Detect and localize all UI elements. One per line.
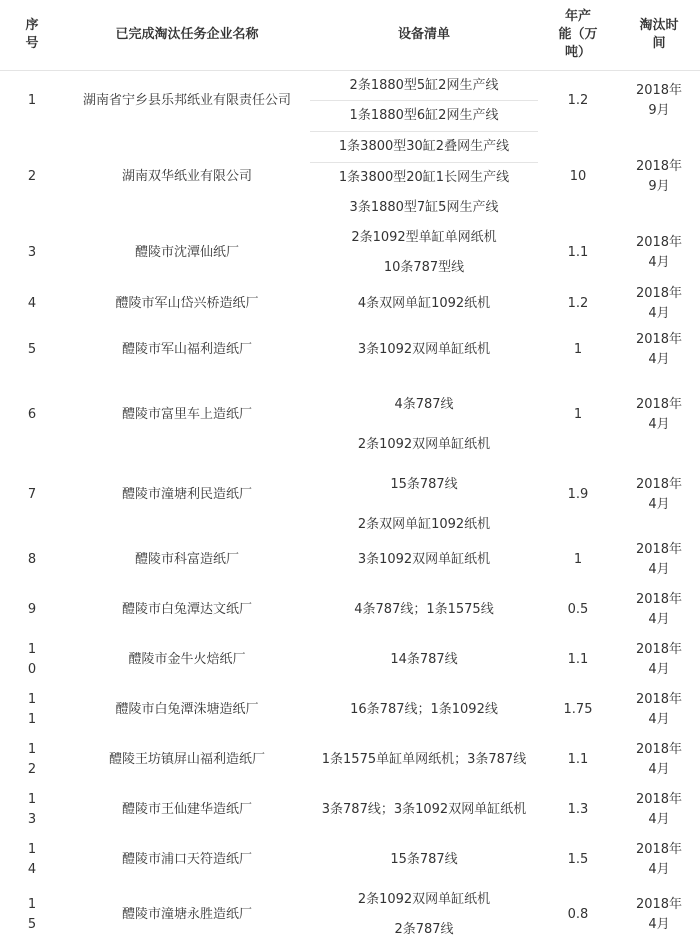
elimination-time-part: 2018年 bbox=[635, 791, 683, 807]
row-index bbox=[0, 585, 64, 635]
row-index bbox=[0, 223, 64, 283]
equipment-item: 3条1092双网单缸纸机 bbox=[357, 341, 491, 357]
company-name: 醴陵市王仙建华造纸厂 bbox=[121, 801, 252, 817]
row-index bbox=[0, 455, 64, 535]
equipment-item: 2条1092型单缸单网纸机 bbox=[351, 230, 497, 245]
elimination-time bbox=[618, 535, 700, 585]
header-company-name: 已完成淘汰任务企业名称 bbox=[64, 0, 310, 71]
row-index-digit: 8 bbox=[27, 551, 37, 567]
capacity-value: 1.3 bbox=[567, 801, 589, 817]
header-capacity: 年产 能（万 吨） bbox=[538, 0, 618, 71]
row-index-digit: 1 bbox=[27, 897, 37, 912]
elimination-time-part: 2018年 bbox=[635, 285, 683, 301]
elimination-time-part: 4月 bbox=[648, 917, 670, 932]
table-row bbox=[0, 585, 700, 635]
elimination-time bbox=[618, 885, 700, 946]
row-index-digit: 9 bbox=[27, 601, 37, 617]
equipment-item: 4条787线 bbox=[394, 396, 454, 412]
elimination-time bbox=[618, 283, 700, 325]
company-name: 湖南双华纸业有限公司 bbox=[121, 169, 252, 184]
elimination-time-part: 4月 bbox=[648, 351, 670, 367]
capacity-value: 1.1 bbox=[567, 751, 589, 767]
equipment-item: 1条1575单缸单网纸机；3条787线 bbox=[321, 751, 527, 767]
table-row bbox=[0, 535, 700, 585]
elimination-time-part: 2018年 bbox=[635, 897, 683, 912]
elimination-time-part: 4月 bbox=[648, 611, 670, 627]
table-row bbox=[0, 223, 700, 254]
capacity-value: 1.2 bbox=[567, 93, 589, 109]
row-index bbox=[0, 132, 64, 223]
equipment-item: 3条787线；3条1092双网单缸纸机 bbox=[321, 801, 527, 817]
company-name: 醴陵市富里车上造纸厂 bbox=[121, 406, 252, 422]
elimination-time bbox=[618, 635, 700, 685]
table-row bbox=[0, 325, 700, 375]
row-index bbox=[0, 685, 64, 735]
elimination-time-part: 2018年 bbox=[635, 83, 683, 99]
elimination-time-part: 2018年 bbox=[635, 234, 683, 250]
capacity-value: 1.1 bbox=[567, 244, 589, 260]
table-row bbox=[0, 835, 700, 885]
elimination-time-part: 4月 bbox=[648, 661, 670, 677]
row-index bbox=[0, 283, 64, 325]
elimination-time-part: 4月 bbox=[648, 711, 670, 727]
table-row bbox=[0, 885, 700, 915]
row-index bbox=[0, 785, 64, 835]
row-index-digit: 1 bbox=[27, 741, 37, 757]
equipment-item: 15条787线 bbox=[390, 851, 458, 867]
elimination-time-part: 4月 bbox=[648, 254, 670, 270]
capacity-value: 1.5 bbox=[567, 851, 589, 867]
equipment-item: 15条787线 bbox=[390, 476, 458, 492]
header-equipment: 设备清单 bbox=[310, 0, 538, 71]
company-name: 湖南省宁乡县乐邦纸业有限责任公司 bbox=[82, 93, 291, 109]
capacity-value: 10 bbox=[569, 169, 587, 184]
capacity-value: 1 bbox=[573, 406, 583, 422]
row-index-digit: 2 bbox=[27, 761, 37, 777]
row-index bbox=[0, 835, 64, 885]
elimination-time-part: 4月 bbox=[648, 861, 670, 877]
equipment-item: 14条787线 bbox=[390, 651, 458, 667]
elimination-time bbox=[618, 375, 700, 455]
header-index: 序 号 bbox=[0, 0, 64, 71]
company-name: 醴陵市军山福利造纸厂 bbox=[121, 341, 252, 357]
row-index-digit: 7 bbox=[27, 486, 37, 502]
equipment-item: 3条1092双网单缸纸机 bbox=[357, 551, 491, 567]
elimination-time-part: 2018年 bbox=[635, 591, 683, 607]
elimination-time-part: 4月 bbox=[648, 416, 670, 432]
row-index-digit: 3 bbox=[27, 244, 37, 260]
table-body bbox=[0, 71, 700, 946]
elimination-time-part: 9月 bbox=[648, 103, 670, 119]
company-name: 醴陵市白兔潭洙塘造纸厂 bbox=[115, 701, 259, 717]
equipment-item: 4条787线；1条1575线 bbox=[354, 601, 494, 617]
company-name: 醴陵市白兔潭达文纸厂 bbox=[121, 601, 252, 617]
elimination-time-part: 2018年 bbox=[635, 741, 683, 757]
table-row bbox=[0, 71, 700, 101]
row-index-digit: 5 bbox=[27, 341, 37, 357]
row-index-digit: 1 bbox=[27, 791, 37, 807]
capacity-value: 1 bbox=[573, 341, 583, 357]
elimination-time bbox=[618, 223, 700, 283]
equipment-item: 1条3800型30缸2叠网生产线 bbox=[310, 132, 538, 163]
elimination-time-part: 2018年 bbox=[635, 691, 683, 707]
elimination-time-part: 4月 bbox=[648, 811, 670, 827]
company-name: 醴陵市沈潭仙纸厂 bbox=[134, 244, 239, 260]
equipment-item: 3条1880型7缸5网生产线 bbox=[349, 200, 499, 215]
equipment-item: 16条787线；1条1092线 bbox=[350, 701, 498, 717]
row-index-digit: 1 bbox=[27, 711, 37, 727]
row-index-digit: 5 bbox=[27, 917, 37, 932]
table-row bbox=[0, 735, 700, 785]
capacity-value: 1.75 bbox=[563, 701, 593, 717]
header-time: 淘汰时 间 bbox=[618, 0, 700, 71]
row-index-digit: 1 bbox=[27, 691, 37, 707]
row-index bbox=[0, 375, 64, 455]
row-index bbox=[0, 735, 64, 785]
elimination-time bbox=[618, 71, 700, 132]
equipment-item: 2条1880型5缸2网生产线 bbox=[310, 71, 538, 101]
elimination-time-part: 2018年 bbox=[635, 159, 683, 174]
capacity-value: 0.5 bbox=[567, 601, 589, 617]
company-name: 醴陵市军山岱兴桥造纸厂 bbox=[115, 295, 259, 311]
elimination-time-part: 2018年 bbox=[635, 396, 683, 412]
table-row bbox=[0, 375, 700, 435]
capacity-value: 1.2 bbox=[567, 295, 589, 311]
equipment-item: 1条1880型6缸2网生产线 bbox=[310, 101, 538, 132]
equipment-item: 2条1092双网单缸纸机 bbox=[357, 436, 491, 452]
row-index-digit: 1 bbox=[27, 93, 37, 109]
elimination-time-part: 2018年 bbox=[635, 841, 683, 857]
row-index-digit: 0 bbox=[27, 661, 37, 677]
row-index-digit: 3 bbox=[27, 811, 37, 827]
elimination-time bbox=[618, 735, 700, 785]
elimination-time bbox=[618, 132, 700, 223]
company-name: 醴陵市潼塘利民造纸厂 bbox=[121, 486, 252, 502]
equipment-item: 10条787型线 bbox=[383, 260, 465, 275]
table-row bbox=[0, 685, 700, 735]
elimination-time-part: 2018年 bbox=[635, 641, 683, 657]
elimination-time bbox=[618, 685, 700, 735]
row-index-digit: 6 bbox=[27, 406, 37, 422]
company-name: 醴陵市金牛火焙纸厂 bbox=[128, 651, 246, 667]
row-index-digit: 1 bbox=[27, 641, 37, 657]
company-name: 醴陵市科富造纸厂 bbox=[134, 551, 239, 567]
table-row bbox=[0, 635, 700, 685]
elimination-time bbox=[618, 835, 700, 885]
row-index bbox=[0, 885, 64, 946]
capacity-value: 1 bbox=[573, 551, 583, 567]
row-index-digit: 4 bbox=[27, 295, 37, 311]
table-row bbox=[0, 283, 700, 325]
row-index-digit: 2 bbox=[27, 169, 37, 184]
elimination-time-part: 4月 bbox=[648, 496, 670, 512]
elimination-time-part: 9月 bbox=[648, 179, 670, 194]
equipment-item: 4条双网单缸1092纸机 bbox=[357, 295, 491, 311]
elimination-time-part: 4月 bbox=[648, 561, 670, 577]
capacity-value: 1.9 bbox=[567, 486, 589, 502]
equipment-item: 2条1092双网单缸纸机 bbox=[357, 891, 491, 907]
elimination-time-part: 4月 bbox=[648, 305, 670, 321]
header-row bbox=[0, 0, 700, 71]
row-index-digit: 4 bbox=[27, 861, 37, 877]
equipment-item: 1条3800型20缸1长网生产线 bbox=[338, 170, 510, 186]
company-name: 醴陵市浦口天符造纸厂 bbox=[121, 851, 252, 867]
elimination-time bbox=[618, 785, 700, 835]
row-index bbox=[0, 535, 64, 585]
row-index-digit: 1 bbox=[27, 841, 37, 857]
elimination-time bbox=[618, 455, 700, 535]
elimination-time-part: 4月 bbox=[648, 761, 670, 777]
table-row bbox=[0, 132, 700, 163]
row-index bbox=[0, 325, 64, 375]
elimination-time bbox=[618, 585, 700, 635]
capacity-value: 1.1 bbox=[567, 651, 589, 667]
equipment-item: 2条双网单缸1092纸机 bbox=[357, 516, 491, 532]
elimination-time-part: 2018年 bbox=[635, 476, 683, 492]
capacity-value: 0.8 bbox=[567, 907, 589, 922]
elimination-time-part: 2018年 bbox=[635, 541, 683, 557]
elimination-time-part: 2018年 bbox=[635, 331, 683, 347]
equipment-item: 2条787线 bbox=[394, 922, 454, 937]
table-row bbox=[0, 455, 700, 515]
company-name: 醴陵市潼塘永胜造纸厂 bbox=[121, 907, 252, 922]
table-row bbox=[0, 785, 700, 835]
company-name: 醴陵王坊镇屏山福利造纸厂 bbox=[108, 751, 265, 767]
row-index bbox=[0, 71, 64, 132]
row-index bbox=[0, 635, 64, 685]
elimination-time bbox=[618, 325, 700, 375]
